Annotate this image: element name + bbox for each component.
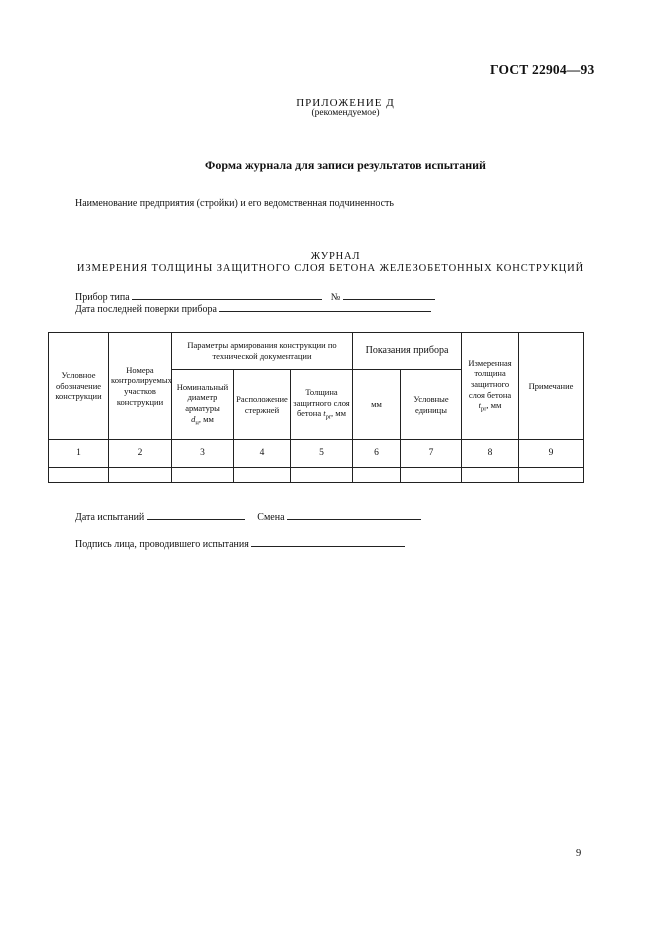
device-type-label: Прибор типа [75,292,130,303]
device-number-blank[interactable] [343,290,435,300]
document-code: ГОСТ 22904—93 [490,62,595,77]
table-cell[interactable] [291,468,353,483]
header-col-thickness [291,370,353,440]
table-cell[interactable] [234,468,291,483]
last-check-field [75,302,431,315]
table-cell[interactable] [172,468,234,483]
column-number: 7 [401,440,462,468]
header-col-measured [462,333,519,440]
column-number: 1 [49,440,109,468]
header-col-note: Примечание [519,333,584,440]
appendix-subtitle: (рекомендуемое) [311,108,380,118]
thickness-subscript: pr [325,413,332,421]
column-number-row [49,440,584,468]
header-group-readings: Показания прибора [353,333,462,370]
measured-subscript: pr [480,406,487,414]
column-number: 9 [519,440,584,468]
test-date-blank[interactable] [147,510,245,520]
column-number: 2 [109,440,172,468]
empty-data-row [49,468,584,483]
diameter-subscript: н [195,419,199,427]
device-type-blank[interactable] [132,290,322,300]
signature-field [75,537,405,550]
header-col-units: Условные единицы [401,370,462,440]
table-cell[interactable] [353,468,401,483]
journal-table [48,332,584,483]
header-group-reinforcement: Параметры армирования конструкции по технической документации [172,333,353,370]
test-date-label: Дата испытаний [75,512,145,523]
measured-unit: , мм [486,400,502,411]
table-cell[interactable] [462,468,519,483]
column-number: 5 [291,440,353,468]
column-number: 3 [172,440,234,468]
diameter-label: Номинальный диаметр арматуры [176,381,229,413]
header-col-placement: Расположение стержней [234,370,291,440]
shift-label: Смена [257,512,285,523]
journal-title: ЖУРНАЛ [310,251,361,262]
page-number: 9 [576,848,582,859]
signature-label: Подпись лица, проводившего испытания [75,539,249,550]
thickness-unit: , мм [331,408,347,419]
column-number: 8 [462,440,519,468]
diameter-unit: , мм [198,413,214,424]
table-cell[interactable] [109,468,172,483]
measured-symbol: t [478,400,481,411]
number-sign: № [330,292,341,303]
last-check-label: Дата последней поверки прибора [75,304,217,315]
test-date-field [75,510,421,523]
organization-line: Наименование предприятия (стройки) и его ведомственная подчиненность [75,198,394,209]
table-cell[interactable] [401,468,462,483]
table-cell[interactable] [49,468,109,483]
shift-blank[interactable] [287,510,421,520]
thickness-symbol: t [323,408,326,419]
header-col-mm: мм [353,370,401,440]
header-col-designation: Условное обозначение конструкции [49,333,109,440]
column-number: 6 [353,440,401,468]
thickness-label: Толщина защитного слоя бетона [293,386,350,419]
journal-subtitle: ИЗМЕРЕНИЯ ТОЛЩИНЫ ЗАЩИТНОГО СЛОЯ БЕТОНА ЖЕЛЕЗОБЕТОННЫХ КОНСТРУКЦИЙ [76,263,585,274]
measured-label: Измеренная толщина защитного слоя бетона [468,357,512,400]
form-title: Форма журнала для записи результатов испытаний [205,158,486,172]
last-check-blank[interactable] [219,302,431,312]
appendix-title: ПРИЛОЖЕНИЕ Д [296,97,395,109]
column-number: 4 [234,440,291,468]
table-cell[interactable] [519,468,584,483]
header-col-diameter [172,370,234,440]
signature-blank[interactable] [251,537,405,547]
header-col-sections: Номера контролируемых участков конструкции [109,333,172,440]
diameter-symbol: d [191,413,196,424]
